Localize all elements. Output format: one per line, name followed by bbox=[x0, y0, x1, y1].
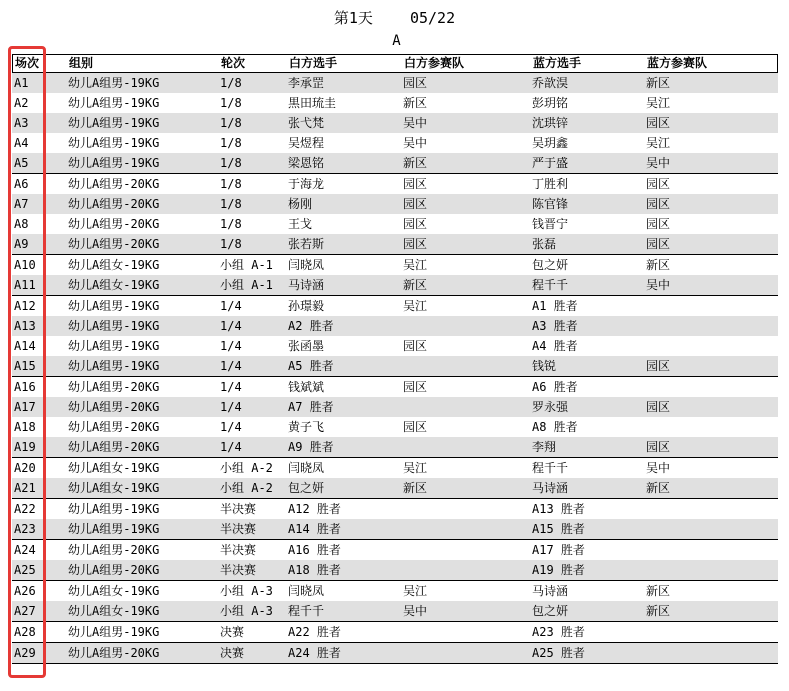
cell-white-player: 马诗涵 bbox=[288, 278, 325, 292]
cell-blue-team: 园区 bbox=[646, 197, 671, 211]
cell-match: A17 bbox=[14, 400, 36, 414]
cell-group: 幼儿A组女-19KG bbox=[68, 584, 160, 598]
header-round: 轮次 bbox=[221, 56, 246, 70]
table-row bbox=[12, 478, 778, 498]
cell-white-team: 吴中 bbox=[403, 136, 428, 150]
cell-blue-player: 张磊 bbox=[532, 237, 557, 251]
cell-group: 幼儿A组女-19KG bbox=[68, 258, 160, 272]
cell-group: 幼儿A组女-19KG bbox=[68, 481, 160, 495]
cell-blue-player: A1 胜者 bbox=[532, 299, 578, 313]
cell-blue-player: 程千千 bbox=[532, 278, 569, 292]
cell-blue-player: A25 胜者 bbox=[532, 646, 585, 660]
cell-white-player: 王戈 bbox=[288, 217, 313, 231]
table-row bbox=[12, 254, 778, 275]
cell-round: 小组 A-2 bbox=[220, 461, 273, 475]
cell-white-team: 园区 bbox=[403, 339, 428, 353]
cell-blue-team: 新区 bbox=[646, 481, 671, 495]
table-row bbox=[12, 316, 778, 336]
cell-group: 幼儿A组男-19KG bbox=[68, 76, 160, 90]
cell-blue-player: A13 胜者 bbox=[532, 502, 585, 516]
table-row bbox=[12, 601, 778, 621]
cell-group: 幼儿A组男-19KG bbox=[68, 116, 160, 130]
cell-white-team: 园区 bbox=[403, 237, 428, 251]
cell-white-player: A12 胜者 bbox=[288, 502, 341, 516]
cell-round: 1/8 bbox=[220, 116, 242, 130]
cell-match: A23 bbox=[14, 522, 36, 536]
table-row bbox=[12, 356, 778, 376]
cell-match: A2 bbox=[14, 96, 29, 110]
cell-blue-player: 李翔 bbox=[532, 440, 557, 454]
cell-white-team: 园区 bbox=[403, 76, 428, 90]
cell-white-player: 张若斯 bbox=[288, 237, 325, 251]
cell-blue-player: 钱锐 bbox=[532, 359, 557, 373]
cell-match: A26 bbox=[14, 584, 36, 598]
cell-round: 半决赛 bbox=[220, 543, 257, 557]
table-row bbox=[12, 539, 778, 560]
cell-blue-player: A15 胜者 bbox=[532, 522, 585, 536]
cell-match: A10 bbox=[14, 258, 36, 272]
table-row bbox=[12, 560, 778, 580]
cell-white-player: 闫晓凤 bbox=[288, 258, 325, 272]
cell-white-team: 新区 bbox=[403, 481, 428, 495]
table-row bbox=[12, 153, 778, 173]
cell-blue-team: 园区 bbox=[646, 440, 671, 454]
table-row bbox=[12, 642, 778, 664]
cell-group: 幼儿A组男-19KG bbox=[68, 522, 160, 536]
cell-round: 1/8 bbox=[220, 156, 242, 170]
header-white-player: 白方选手 bbox=[289, 56, 338, 70]
cell-white-team: 园区 bbox=[403, 217, 428, 231]
cell-blue-player: 马诗涵 bbox=[532, 584, 569, 598]
cell-match: A7 bbox=[14, 197, 29, 211]
table-row bbox=[12, 336, 778, 356]
cell-white-team: 新区 bbox=[403, 278, 428, 292]
cell-match: A12 bbox=[14, 299, 36, 313]
cell-white-player: 黄子飞 bbox=[288, 420, 325, 434]
cell-match: A1 bbox=[14, 76, 29, 90]
cell-group: 幼儿A组男-20KG bbox=[68, 420, 160, 434]
cell-blue-player: 彭玥铭 bbox=[532, 96, 569, 110]
table-row bbox=[12, 519, 778, 539]
cell-group: 幼儿A组男-20KG bbox=[68, 197, 160, 211]
table-row bbox=[12, 580, 778, 601]
cell-group: 幼儿A组女-19KG bbox=[68, 461, 160, 475]
cell-white-player: A16 胜者 bbox=[288, 543, 341, 557]
cell-blue-team: 吴中 bbox=[646, 156, 671, 170]
table-row bbox=[12, 621, 778, 642]
cell-group: 幼儿A组男-19KG bbox=[68, 299, 160, 313]
cell-group: 幼儿A组男-20KG bbox=[68, 646, 160, 660]
cell-round: 1/8 bbox=[220, 96, 242, 110]
cell-match: A29 bbox=[14, 646, 36, 660]
cell-white-team: 园区 bbox=[403, 380, 428, 394]
cell-white-player: 梁恩铭 bbox=[288, 156, 325, 170]
cell-match: A18 bbox=[14, 420, 36, 434]
cell-round: 小组 A-1 bbox=[220, 258, 273, 272]
cell-round: 1/4 bbox=[220, 339, 242, 353]
table-row bbox=[12, 295, 778, 316]
cell-group: 幼儿A组男-20KG bbox=[68, 177, 160, 191]
cell-white-player: A22 胜者 bbox=[288, 625, 341, 639]
cell-blue-player: 罗永强 bbox=[532, 400, 569, 414]
cell-round: 1/4 bbox=[220, 380, 242, 394]
cell-match: A27 bbox=[14, 604, 36, 618]
cell-group: 幼儿A组男-20KG bbox=[68, 380, 160, 394]
match-column-highlight bbox=[8, 46, 46, 678]
cell-match: A4 bbox=[14, 136, 29, 150]
cell-blue-player: 吴玥鑫 bbox=[532, 136, 569, 150]
cell-match: A19 bbox=[14, 440, 36, 454]
cell-blue-player: 陈官锋 bbox=[532, 197, 569, 211]
table-row bbox=[12, 397, 778, 417]
cell-group: 幼儿A组男-19KG bbox=[68, 96, 160, 110]
cell-round: 1/4 bbox=[220, 420, 242, 434]
cell-group: 幼儿A组男-19KG bbox=[68, 319, 160, 333]
cell-blue-team: 新区 bbox=[646, 584, 671, 598]
table-row bbox=[12, 457, 778, 478]
cell-group: 幼儿A组女-19KG bbox=[68, 604, 160, 618]
cell-white-team: 吴江 bbox=[403, 584, 428, 598]
table-row bbox=[12, 113, 778, 133]
header-blue-team: 蓝方参赛队 bbox=[647, 56, 708, 70]
cell-white-player: 于海龙 bbox=[288, 177, 325, 191]
cell-white-player: 钱斌斌 bbox=[288, 380, 325, 394]
cell-round: 决赛 bbox=[220, 646, 245, 660]
cell-white-player: A2 胜者 bbox=[288, 319, 334, 333]
cell-white-player: 黒田琉圭 bbox=[288, 96, 337, 110]
cell-white-player: A24 胜者 bbox=[288, 646, 341, 660]
cell-group: 幼儿A组男-20KG bbox=[68, 237, 160, 251]
cell-blue-team: 园区 bbox=[646, 116, 671, 130]
cell-white-team: 吴中 bbox=[403, 116, 428, 130]
cell-white-player: A18 胜者 bbox=[288, 563, 341, 577]
table-row bbox=[12, 498, 778, 519]
cell-white-player: 杨刚 bbox=[288, 197, 313, 211]
cell-blue-team: 吴江 bbox=[646, 96, 671, 110]
header-white-team: 白方参赛队 bbox=[404, 56, 465, 70]
cell-round: 小组 A-3 bbox=[220, 604, 273, 618]
cell-group: 幼儿A组男-20KG bbox=[68, 440, 160, 454]
header-match: 场次 bbox=[15, 56, 40, 70]
table-row bbox=[12, 214, 778, 234]
cell-white-team: 园区 bbox=[403, 420, 428, 434]
cell-white-player: 程千千 bbox=[288, 604, 325, 618]
table-header bbox=[12, 54, 778, 73]
cell-white-team: 园区 bbox=[403, 177, 428, 191]
cell-round: 半决赛 bbox=[220, 522, 257, 536]
cell-round: 半决赛 bbox=[220, 563, 257, 577]
cell-match: A11 bbox=[14, 278, 36, 292]
cell-white-player: A9 胜者 bbox=[288, 440, 334, 454]
cell-match: A5 bbox=[14, 156, 29, 170]
cell-round: 1/8 bbox=[220, 237, 242, 251]
table-row bbox=[12, 173, 778, 194]
page-title bbox=[0, 7, 789, 28]
cell-round: 1/4 bbox=[220, 400, 242, 414]
cell-white-player: 张弋梵 bbox=[288, 116, 325, 130]
cell-match: A21 bbox=[14, 481, 36, 495]
table-body bbox=[12, 73, 778, 664]
table-row bbox=[12, 73, 778, 93]
cell-round: 1/8 bbox=[220, 217, 242, 231]
cell-match: A16 bbox=[14, 380, 36, 394]
cell-round: 1/8 bbox=[220, 177, 242, 191]
cell-blue-player: 马诗涵 bbox=[532, 481, 569, 495]
schedule-table bbox=[12, 54, 778, 664]
cell-blue-team: 园区 bbox=[646, 217, 671, 231]
cell-match: A14 bbox=[14, 339, 36, 353]
cell-blue-player: A3 胜者 bbox=[532, 319, 578, 333]
cell-blue-team: 新区 bbox=[646, 258, 671, 272]
cell-round: 1/4 bbox=[220, 319, 242, 333]
cell-white-team: 吴江 bbox=[403, 461, 428, 475]
cell-blue-player: A4 胜者 bbox=[532, 339, 578, 353]
cell-round: 1/8 bbox=[220, 76, 242, 90]
cell-blue-player: 乔歆淏 bbox=[532, 76, 569, 90]
cell-white-team: 吴江 bbox=[403, 299, 428, 313]
cell-white-team: 新区 bbox=[403, 96, 428, 110]
cell-blue-team: 园区 bbox=[646, 237, 671, 251]
cell-match: A9 bbox=[14, 237, 29, 251]
cell-round: 1/4 bbox=[220, 299, 242, 313]
cell-blue-team: 新区 bbox=[646, 604, 671, 618]
cell-group: 幼儿A组女-19KG bbox=[68, 278, 160, 292]
cell-blue-player: A23 胜者 bbox=[532, 625, 585, 639]
cell-match: A24 bbox=[14, 543, 36, 557]
cell-blue-player: A19 胜者 bbox=[532, 563, 585, 577]
cell-white-player: 吴煜程 bbox=[288, 136, 325, 150]
cell-white-team: 新区 bbox=[403, 156, 428, 170]
cell-round: 1/8 bbox=[220, 197, 242, 211]
cell-blue-player: A8 胜者 bbox=[532, 420, 578, 434]
table-row bbox=[12, 437, 778, 457]
cell-match: A3 bbox=[14, 116, 29, 130]
table-row bbox=[12, 234, 778, 254]
table-row bbox=[12, 275, 778, 295]
cell-group: 幼儿A组男-19KG bbox=[68, 339, 160, 353]
cell-blue-team: 园区 bbox=[646, 359, 671, 373]
cell-blue-player: A17 胜者 bbox=[532, 543, 585, 557]
table-row bbox=[12, 133, 778, 153]
cell-blue-player: 包之妍 bbox=[532, 604, 569, 618]
cell-match: A6 bbox=[14, 177, 29, 191]
cell-white-player: 闫晓凤 bbox=[288, 461, 325, 475]
cell-blue-player: 程千千 bbox=[532, 461, 569, 475]
cell-blue-team: 吴江 bbox=[646, 136, 671, 150]
cell-round: 1/8 bbox=[220, 136, 242, 150]
cell-round: 小组 A-2 bbox=[220, 481, 273, 495]
cell-group: 幼儿A组男-20KG bbox=[68, 400, 160, 414]
cell-white-player: 李承罡 bbox=[288, 76, 325, 90]
cell-blue-team: 园区 bbox=[646, 177, 671, 191]
cell-round: 1/4 bbox=[220, 440, 242, 454]
cell-white-player: 孙璟毅 bbox=[288, 299, 325, 313]
table-row bbox=[12, 417, 778, 437]
day-label: 第1天 bbox=[333, 9, 373, 27]
cell-group: 幼儿A组男-20KG bbox=[68, 543, 160, 557]
cell-round: 小组 A-1 bbox=[220, 278, 273, 292]
cell-white-player: A14 胜者 bbox=[288, 522, 341, 536]
table-row bbox=[12, 194, 778, 214]
cell-group: 幼儿A组男-19KG bbox=[68, 359, 160, 373]
cell-match: A20 bbox=[14, 461, 36, 475]
cell-match: A13 bbox=[14, 319, 36, 333]
cell-blue-team: 新区 bbox=[646, 76, 671, 90]
cell-group: 幼儿A组男-20KG bbox=[68, 563, 160, 577]
cell-round: 小组 A-3 bbox=[220, 584, 273, 598]
cell-white-player: 包之妍 bbox=[288, 481, 325, 495]
table-row bbox=[12, 376, 778, 397]
cell-white-player: 闫晓凤 bbox=[288, 584, 325, 598]
cell-white-player: 张函墨 bbox=[288, 339, 325, 353]
cell-group: 幼儿A组男-19KG bbox=[68, 136, 160, 150]
header-group: 组别 bbox=[69, 56, 94, 70]
cell-blue-player: 严于盛 bbox=[532, 156, 569, 170]
cell-match: A15 bbox=[14, 359, 36, 373]
header-blue-player: 蓝方选手 bbox=[533, 56, 582, 70]
cell-round: 半决赛 bbox=[220, 502, 257, 516]
cell-blue-team: 园区 bbox=[646, 400, 671, 414]
cell-match: A8 bbox=[14, 217, 29, 231]
date-label: 05/22 bbox=[409, 9, 456, 27]
cell-white-player: A7 胜者 bbox=[288, 400, 334, 414]
cell-group: 幼儿A组男-19KG bbox=[68, 156, 160, 170]
cell-group: 幼儿A组男-20KG bbox=[68, 217, 160, 231]
table-row bbox=[12, 93, 778, 113]
cell-match: A22 bbox=[14, 502, 36, 516]
cell-match: A25 bbox=[14, 563, 36, 577]
section-label: A bbox=[392, 33, 401, 49]
cell-white-player: A5 胜者 bbox=[288, 359, 334, 373]
cell-blue-player: 钱晋宁 bbox=[532, 217, 569, 231]
cell-round: 决赛 bbox=[220, 625, 245, 639]
cell-blue-team: 吴中 bbox=[646, 461, 671, 475]
cell-white-team: 吴中 bbox=[403, 604, 428, 618]
cell-round: 1/4 bbox=[220, 359, 242, 373]
cell-blue-player: A6 胜者 bbox=[532, 380, 578, 394]
cell-white-team: 园区 bbox=[403, 197, 428, 211]
cell-blue-player: 沈珙锌 bbox=[532, 116, 569, 130]
cell-blue-team: 吴中 bbox=[646, 278, 671, 292]
cell-group: 幼儿A组男-19KG bbox=[68, 502, 160, 516]
cell-match: A28 bbox=[14, 625, 36, 639]
cell-blue-player: 包之妍 bbox=[532, 258, 569, 272]
cell-blue-player: 丁胜利 bbox=[532, 177, 569, 191]
cell-white-team: 吴江 bbox=[403, 258, 428, 272]
cell-group: 幼儿A组男-19KG bbox=[68, 625, 160, 639]
